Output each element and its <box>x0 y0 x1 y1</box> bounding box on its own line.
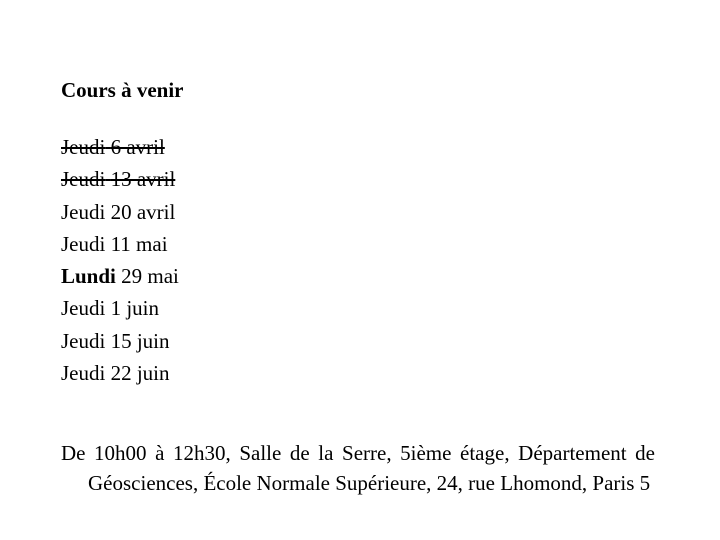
course-day: Jeudi <box>61 135 106 159</box>
course-date-list <box>61 131 179 389</box>
course-date: 22 juin <box>110 361 170 386</box>
location-info: De 10h00 à 12h30, Salle de la Serre, 5ième étage, Département de Géosciences, École Normale Supérieure, 24, rue Lhomond, Paris 5 <box>61 441 655 495</box>
course-date: 13 avril <box>110 167 176 192</box>
course-date: 20 avril <box>110 199 176 224</box>
page-title: Cours à venir <box>61 78 184 102</box>
course-date-item <box>61 325 179 357</box>
course-date: 6 avril <box>110 135 165 159</box>
course-day: Jeudi <box>61 167 106 192</box>
course-date-item <box>61 163 179 195</box>
course-date-item <box>61 357 179 389</box>
course-date: 1 juin <box>110 296 159 321</box>
course-day: Lundi <box>61 264 116 289</box>
course-date: 11 mai <box>110 231 168 256</box>
course-day: Jeudi <box>61 199 106 224</box>
course-date-item <box>61 131 179 163</box>
course-day: Jeudi <box>61 296 106 321</box>
course-day: Jeudi <box>61 231 106 256</box>
course-date: 15 juin <box>110 328 170 353</box>
course-day: Jeudi <box>61 328 106 353</box>
course-date: 29 mai <box>121 264 179 289</box>
course-day: Jeudi <box>61 361 106 386</box>
course-date-item <box>61 292 179 324</box>
course-date-item <box>61 228 179 260</box>
course-date-item <box>61 196 179 228</box>
course-date-item <box>61 260 179 292</box>
